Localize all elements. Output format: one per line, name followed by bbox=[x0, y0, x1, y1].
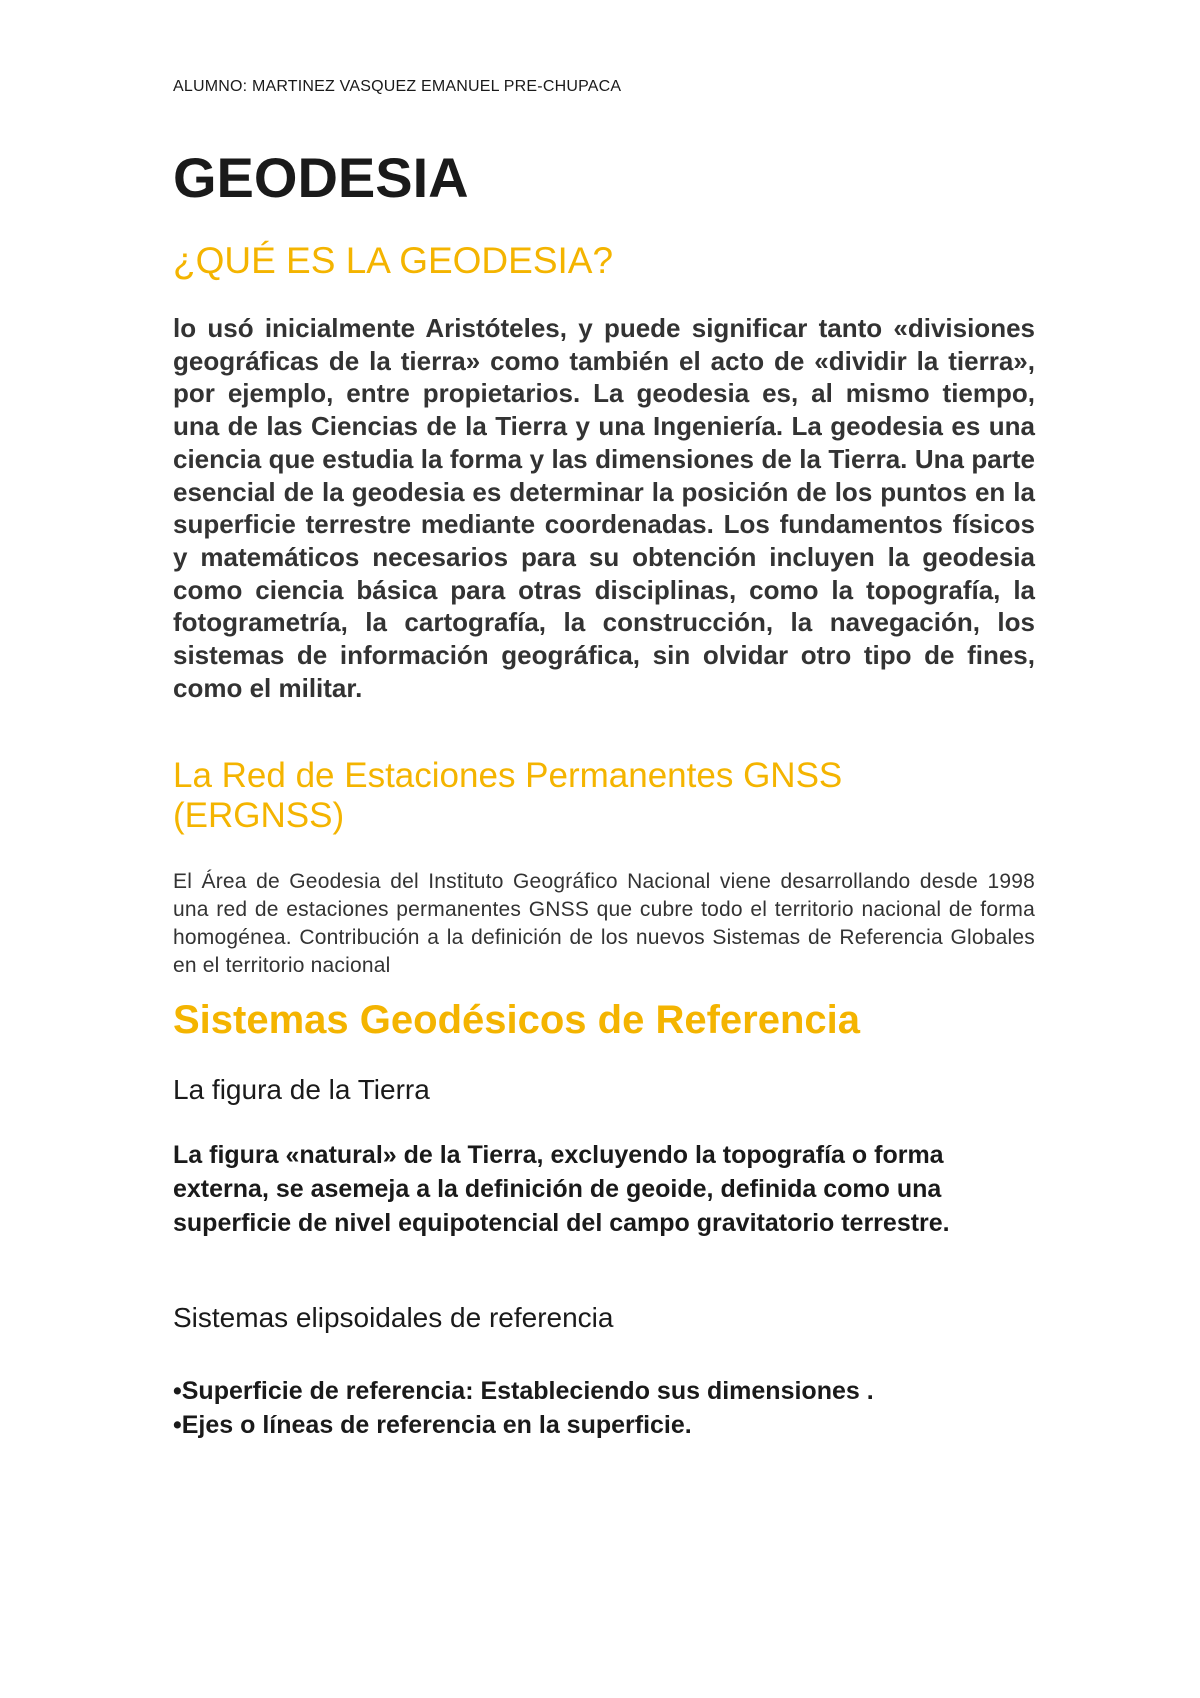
section-heading-que-es: ¿QUÉ ES LA GEODESIA? bbox=[173, 240, 614, 281]
list-item: •Ejes o líneas de referencia en la superficie. bbox=[173, 1411, 692, 1439]
subheading-sistemas-elipsoidales: Sistemas elipsoidales de referencia bbox=[173, 1302, 614, 1333]
section-body-ergnss: El Área de Geodesia del Instituto Geográfico Nacional viene desarrollando desde 1998 una red de estaciones permanentes GNSS que cubre todo el territorio nacional de forma homogénea. Contribución a la definición de los nuevos Sistemas de Referencia Globales en el territorio nacional bbox=[173, 870, 1035, 977]
section-heading-ergnss: La Red de Estaciones Permanentes GNSS (ERGNSS) bbox=[173, 756, 843, 835]
list-item: •Superficie de referencia: Estableciendo sus dimensiones . bbox=[173, 1377, 874, 1405]
bullet-list bbox=[173, 1374, 874, 1442]
section-body-figura-tierra: La figura «natural» de la Tierra, excluyendo la topografía o forma externa, se asemeja a la definición de geoide, definida como una superficie de nivel equipotencial del campo gravitatorio terrestre. bbox=[173, 1141, 950, 1237]
subheading-figura-tierra: La figura de la Tierra bbox=[173, 1074, 430, 1105]
document-title: GEODESIA bbox=[173, 146, 469, 209]
student-header: ALUMNO: MARTINEZ VASQUEZ EMANUEL PRE-CHUPACA bbox=[173, 78, 622, 95]
section-body-que-es: lo usó inicialmente Aristóteles, y puede significar tanto «divisiones geográficas de la tierra» como también el acto de «dividir la tierra», por ejemplo, entre propietarios. La geodesia es, al mismo tiempo, una de las Ciencias de la Tierra y una Ingeniería. La geodesia es una ciencia que estudia la forma y las dimensiones de la Tierra. Una parte esencial de la geodesia es determinar la posición de los puntos en la superficie terrestre mediante coordenadas. Los fundamentos físicos y matemáticos necesarios para su obtención incluyen la geodesia como ciencia básica para otras disciplinas, como la topografía, la fotogrametría, la cartografía, la construcción, la navegación, los sistemas de información geográfica, sin olvidar otro tipo de fines, como el militar. bbox=[173, 313, 1035, 703]
section-heading-sistemas: Sistemas Geodésicos de Referencia bbox=[173, 998, 860, 1042]
